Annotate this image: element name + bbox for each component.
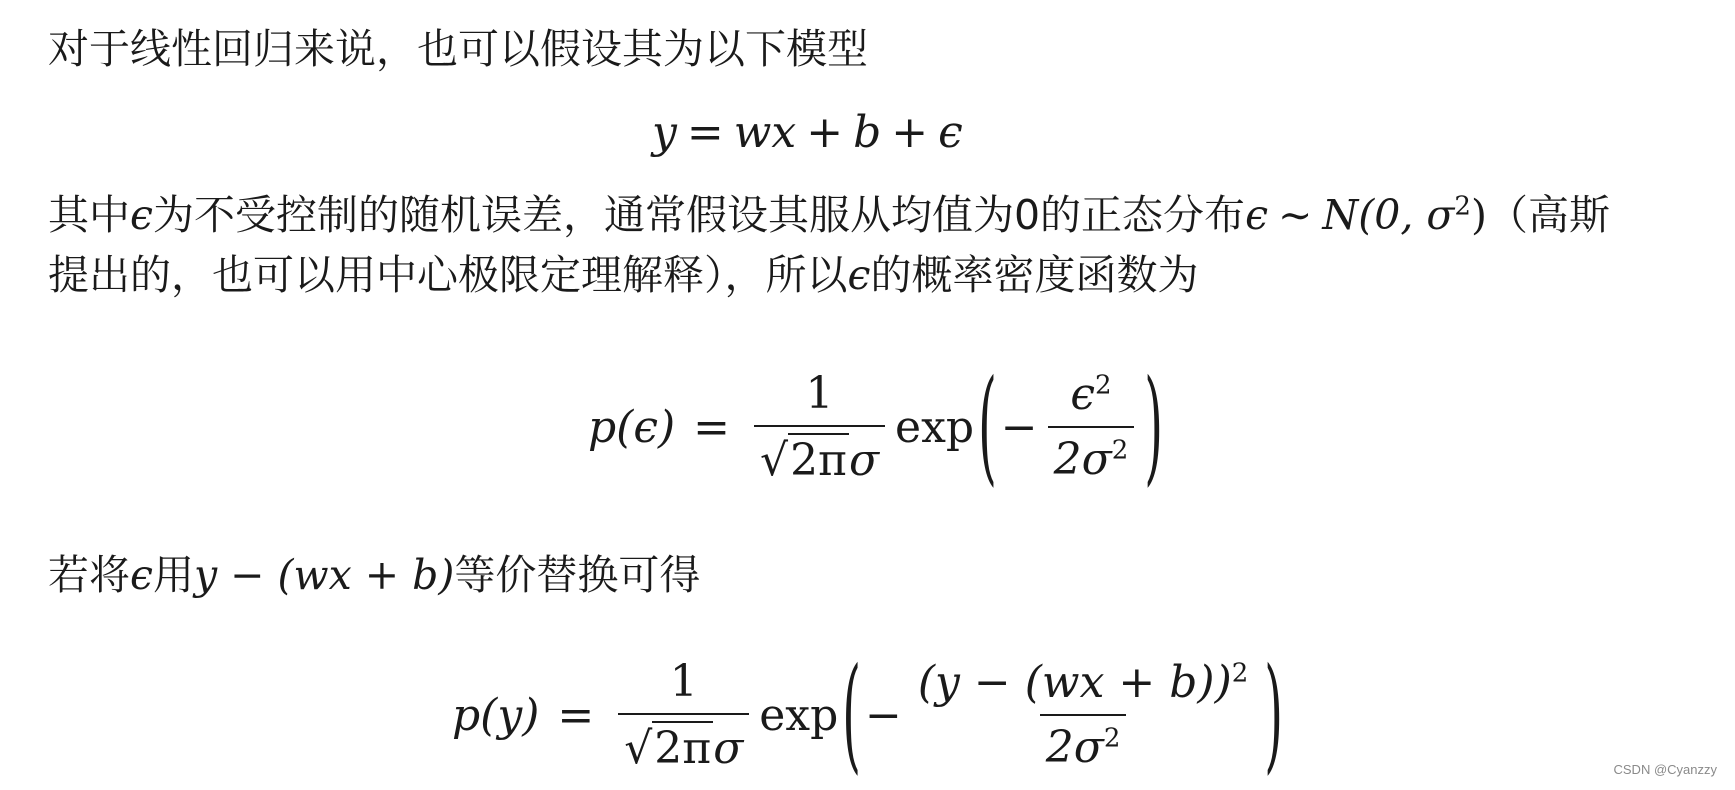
- p4-text-a: 若将: [48, 551, 130, 599]
- eq3-denominator: [618, 713, 749, 774]
- eq3-sqrt: [624, 721, 713, 774]
- paragraph-pdf-intro: [48, 248, 1198, 302]
- eq1-wx: wx: [733, 106, 797, 158]
- eq1-b: b: [853, 106, 882, 158]
- eq3-fraction: [618, 656, 749, 774]
- p3-text-b: 的概率密度函数为: [870, 251, 1199, 299]
- paragraph-error-term: [48, 188, 1610, 242]
- p2-epsilon: ϵ: [130, 191, 153, 239]
- equation-pdf-epsilon: [588, 352, 1167, 502]
- p2-text-a: 其中: [48, 191, 130, 239]
- eq2-equals: =: [693, 401, 731, 453]
- eq2-inner-denominator: [1048, 426, 1135, 485]
- watermark: CSDN @Cyanzzy: [1613, 762, 1717, 777]
- eq2-inner-den-sup: 2: [1111, 435, 1129, 466]
- eq1-plus-1: +: [806, 106, 844, 158]
- eq3-inner-den-sup: 2: [1103, 723, 1121, 754]
- equation-pdf-y: [452, 640, 1287, 790]
- equation-linear-model: [652, 104, 963, 160]
- eq3-minus: −: [865, 689, 902, 741]
- sqrt-icon: √: [624, 723, 653, 774]
- eq2-fraction: [754, 368, 885, 486]
- eq2-left-paren: (: [978, 354, 997, 500]
- eq3-sigma: σ: [713, 723, 744, 774]
- eq3-left-paren: (: [842, 642, 862, 788]
- eq3-inner-expr: (y − (wx + b)): [917, 657, 1232, 708]
- eq2-numerator: 1: [805, 368, 834, 419]
- eq1-equals: =: [686, 106, 724, 158]
- eq2-sqrt: [760, 433, 849, 486]
- p2-text-c: （高斯: [1486, 191, 1610, 239]
- p4-expression: y − (wx + b): [193, 551, 455, 599]
- p3-text-a: 提出的，也可以用中心极限定理解释），所以: [48, 251, 848, 299]
- paragraph-substitution: [48, 548, 700, 602]
- sqrt-icon: √: [760, 435, 789, 486]
- eq2-inner-num-sup: 2: [1095, 370, 1112, 401]
- p2-normal-args: (0, σ: [1358, 191, 1455, 239]
- eq2-inner-numerator: [1064, 369, 1117, 426]
- eq3-numerator: 1: [669, 656, 698, 707]
- eq3-radicand: 2π: [654, 723, 712, 774]
- eq3-inner-numerator: [912, 657, 1254, 714]
- eq2-lhs: p(ϵ): [588, 401, 676, 453]
- eq1-plus-2: +: [891, 106, 929, 158]
- eq3-inner-2sigma: 2σ: [1045, 722, 1104, 773]
- eq2-inner-2sigma: 2σ: [1053, 434, 1112, 485]
- eq2-inner-fraction: [1048, 369, 1135, 485]
- p4-epsilon: ϵ: [130, 551, 153, 599]
- eq1-epsilon: ϵ: [938, 106, 963, 158]
- p2-close-paren: ): [1470, 191, 1487, 239]
- eq1-y: y: [652, 106, 677, 158]
- eq3-lhs: p(y): [452, 689, 540, 741]
- eq2-right-paren: ): [1144, 354, 1163, 500]
- p4-text-b: 用: [152, 551, 194, 599]
- eq3-exp: exp: [759, 689, 839, 741]
- p4-text-c: 等价替换可得: [454, 551, 701, 599]
- p2-square: 2: [1454, 191, 1471, 222]
- p2-sim: ∼: [1278, 191, 1313, 239]
- eq2-radicand: 2π: [790, 435, 847, 486]
- eq3-inner-fraction: [912, 657, 1254, 773]
- p2-epsilon-2: ϵ: [1245, 191, 1269, 239]
- paragraph-intro-text: 对于线性回归来说，也可以假设其为以下模型: [48, 25, 868, 73]
- eq3-right-paren: ): [1264, 642, 1284, 788]
- p3-epsilon: ϵ: [847, 251, 871, 299]
- eq2-inner-eps: ϵ: [1070, 369, 1096, 420]
- eq3-inner-denominator: [1040, 714, 1127, 773]
- eq2-sigma: σ: [848, 435, 880, 486]
- p2-text-b: 为不受控制的随机误差，通常假设其服从均值为0的正态分布: [152, 191, 1246, 239]
- eq2-denominator: [754, 425, 885, 486]
- eq3-inner-num-sup: 2: [1231, 658, 1249, 689]
- paragraph-intro: [48, 22, 868, 76]
- eq2-exp: exp: [895, 401, 975, 453]
- eq2-minus: −: [1000, 401, 1038, 453]
- p2-normal-N: N: [1322, 191, 1359, 239]
- eq3-equals: =: [557, 689, 595, 741]
